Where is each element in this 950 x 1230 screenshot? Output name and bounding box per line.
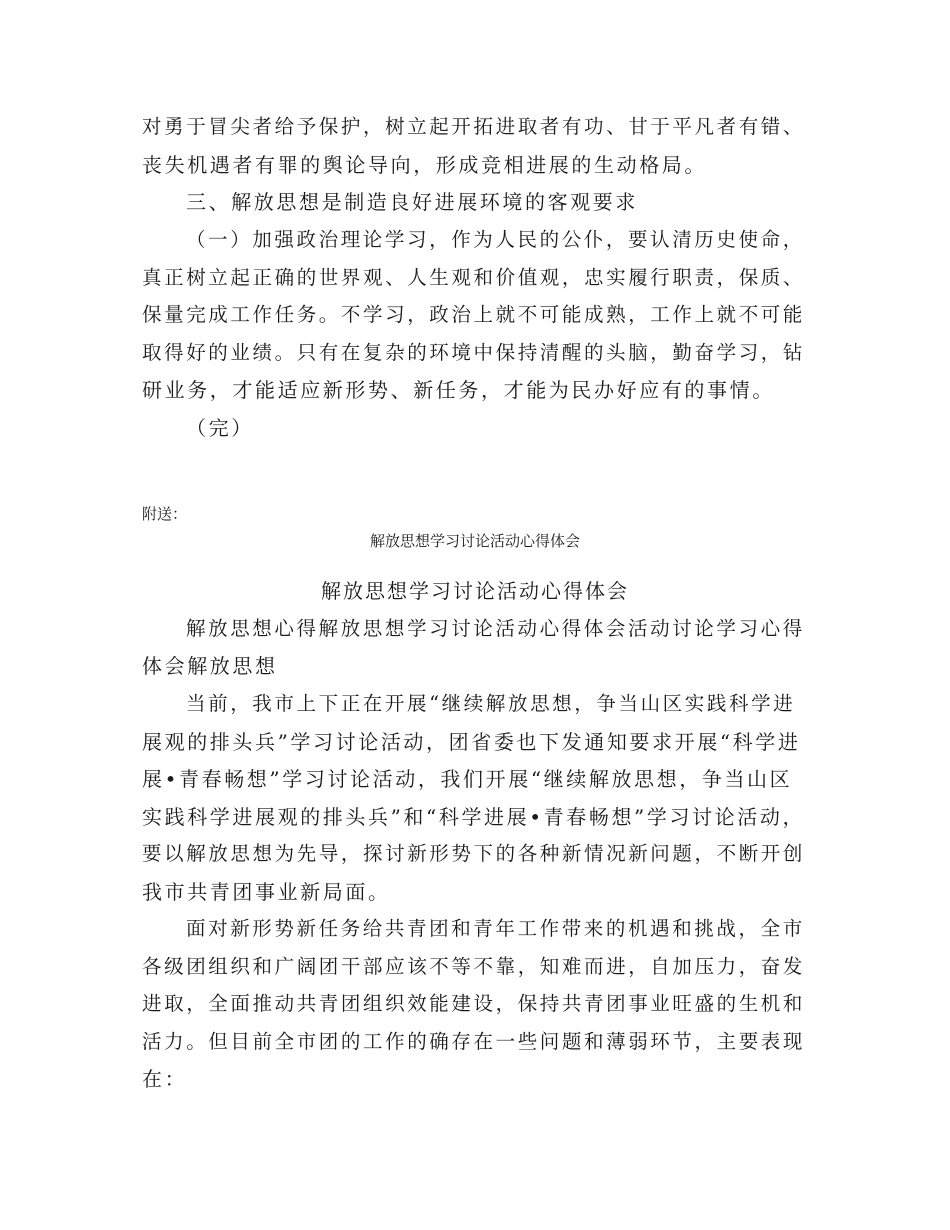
paragraph-line: 研业务，才能适应新形势、新任务，才能为民办好应有的事情。 [142, 378, 775, 402]
keywords-line: 解放思想心得解放思想学习讨论活动心得体会活动讨论学习心得 [186, 617, 805, 640]
paragraph-line: 我市共青团事业新局面。 [142, 880, 391, 904]
paragraph-line: 取得好的业绩。只有在复杂的环境中保持清醒的头脑，勤奋学习，钻 [142, 341, 806, 364]
paragraph-line: 实践科学进展观的排头兵”和“科学进展•青春畅想”学习讨论活动， [142, 805, 806, 829]
paragraph-line: 展观的排头兵”学习讨论活动，团省委也下发通知要求开展“科学进 [142, 730, 801, 754]
paragraph-line: 当前，我市上下正在开展“继续解放思想，争当山区实践科学进 [186, 692, 796, 715]
paragraph-line: 保量完成工作任务。不学习，政治上就不可能成熟，工作上就不可能 [142, 303, 806, 326]
paragraph-line: 活力。但目前全市团的工作的确存在一些问题和薄弱环节，主要表现 [142, 1030, 806, 1053]
paragraph-line: 对勇于冒尖者给予保护，树立起开拓进取者有功、甘于平凡者有错、 [142, 115, 806, 138]
keywords-line: 体会解放思想 [142, 654, 278, 678]
paragraph-line: 各级团组织和广阔团干部应该不等不靠，知难而进，自加压力，奋发 [142, 955, 806, 978]
paragraph-line: 丧失机遇者有罪的舆论导向，形成竞相进展的生动格局。 [142, 153, 707, 177]
appendix-label: 附送： [142, 505, 188, 523]
paragraph-line: 真正树立起正确的世界观、人生观和价值观，忠实履行职责，保质、 [142, 266, 806, 289]
paragraph-line: 进取，全面推动共青团组织效能建设，保持共青团事业旺盛的生机和 [142, 992, 806, 1015]
article-title: 解放思想学习讨论活动心得体会 [321, 579, 629, 603]
paragraph-line: （一）加强政治理论学习，作为人民的公仆，要认清历史使命， [186, 228, 805, 251]
paragraph-line: 展•青春畅想”学习讨论活动，我们开展“继续解放思想，争当山区 [142, 767, 793, 791]
appendix-small-title: 解放思想学习讨论活动心得体会 [369, 532, 580, 550]
paragraph-line: 要以解放思想为先导，探讨新形势下的各种新情况新问题，不断开创 [142, 842, 806, 865]
end-mark: （完） [186, 416, 254, 440]
paragraph-line: 面对新形势新任务给共青团和青年工作带来的机遇和挑战，全市 [186, 917, 805, 940]
section-heading: 三、解放思想是制造良好进展环境的客观要求 [186, 190, 638, 214]
paragraph-line: 在： [142, 1067, 188, 1091]
